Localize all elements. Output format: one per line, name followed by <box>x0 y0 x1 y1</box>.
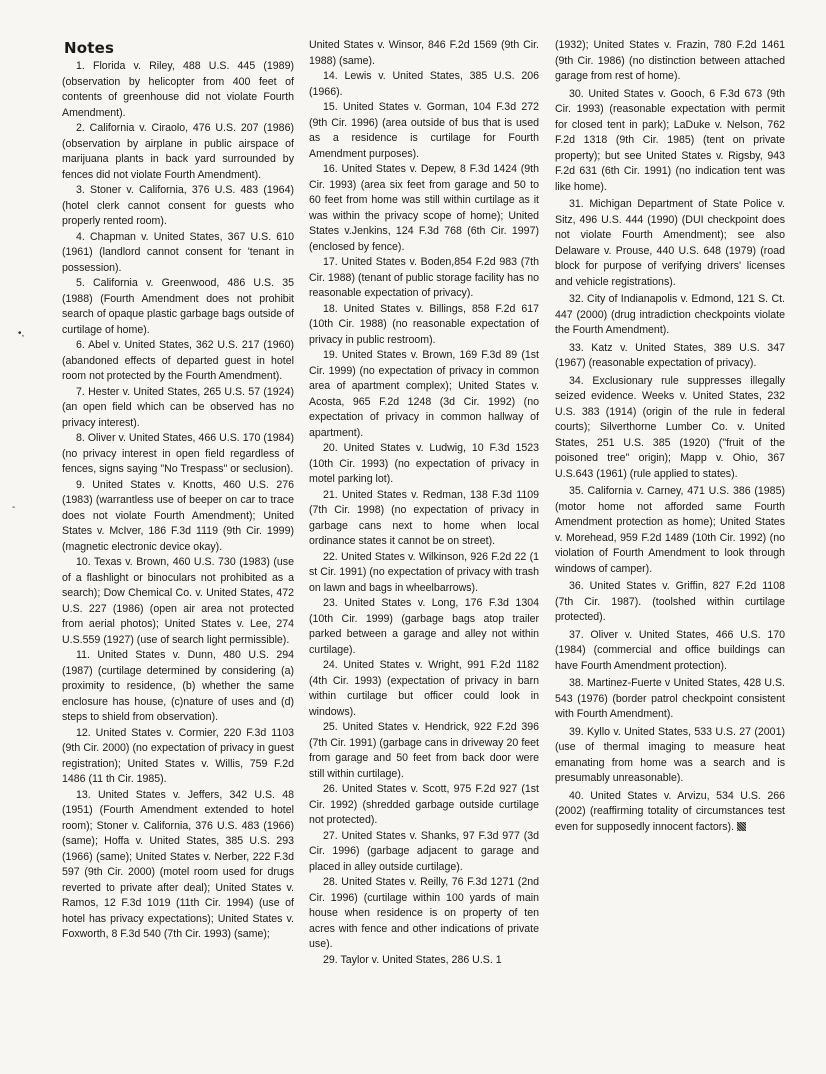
footnote-text: United States v. Winsor, 846 F.2d 1569 (9th Cir. 1988) (same). <box>309 39 539 67</box>
notes-column-2 <box>309 38 539 968</box>
footnote-item <box>309 255 539 302</box>
footnote-text: 7. Hester v. United States, 265 U.S. 57 (1924) (an open field which can be observed has no privacy interest). <box>62 385 294 429</box>
footnote-item <box>309 162 539 255</box>
footnote-text: 24. United States v. Wright, 991 F.2d 1182 (4th Cir. 1993) (expectation of privacy in barn within curtilage but officer could look in windows). <box>309 659 539 718</box>
footnote-item <box>309 38 539 69</box>
footnote-text: 22. United States v. Wilkinson, 926 F.2d 22 (1 st Cir. 1991) (no expectation of privacy with trash on lawn and bags in wheelbarrows). <box>309 550 539 594</box>
footnote-item <box>309 596 539 658</box>
footnote-text: 3. Stoner v. California, 376 U.S. 483 (1964) (hotel clerk cannot consent for guests who properly rented room). <box>62 184 294 227</box>
footnote-text: 18. United States v. Billings, 858 F.2d 617 (10th Cir. 1988) (no reasonable expectation of privacy in public restroom). <box>309 302 539 346</box>
notes-column-1 <box>62 38 294 943</box>
footnote-item <box>309 875 539 953</box>
footnote-item <box>309 782 539 829</box>
footnote-item <box>309 550 539 597</box>
footnote-item <box>62 121 294 183</box>
footnote-text: 34. Exclusionary rule suppresses illegally seized evidence. Weeks v. United States, 232 U.S. 383 (1914) (origin of the rule in federal courts); Silverthorne Lumber Co. v. United States, 251 U.S. 385 (1920) ("fruit of the poisoned tree" origin); Mapp v. Ohio, 367 U.S.643 (1961) (rule applied to states). <box>555 374 785 480</box>
footnote-item <box>555 341 785 372</box>
footnote-item <box>555 292 785 339</box>
margin-dash: - <box>12 502 16 513</box>
footnote-item <box>62 648 294 726</box>
footnote-text: 6. Abel v. United States, 362 U.S. 217 (1960) (abandoned effects of departed guest in hotel room not protected by the Fourth Amendment). <box>62 339 294 382</box>
footnote-item <box>309 488 539 550</box>
footnote-item <box>555 579 785 626</box>
footnote-text: 39. Kyllo v. United States, 533 U.S. 27 (2001) (use of thermal imaging to measure heat emanating from home was a search and is presumably unreasonable). <box>555 725 785 784</box>
footnote-text: 31. Michigan Department of State Police v. Sitz, 496 U.S. 444 (1990) (DUI checkpoint does not violate Fourth Amendment); see also Delaware v. Prouse, 440 U.S. 648 (1979) (road block for purpose of verifying drivers' licenses and vehicle registrations). <box>555 198 785 288</box>
footnote-text: 28. United States v. Reilly, 76 F.3d 1271 (2nd Cir. 1996) (curtilage within 100 yards of main house when residence is on property of ten acres with fence and other indications of private use). <box>309 876 539 950</box>
footnote-item <box>62 276 294 338</box>
footnote-text: 10. Texas v. Brown, 460 U.S. 730 (1983) (use of a flashlight or binoculars not prohibited as a search); Dow Chemical Co. v. United States, 472 U.S. 227 (1986) (open air area not protected from aerial photos); United States v. Lee, 274 U.S.559 (1927) (use of search light permissible). <box>62 556 294 646</box>
footnote-text: 14. Lewis v. United States, 385 U.S. 206 (1966). <box>309 70 539 98</box>
footnote-item <box>62 183 294 230</box>
footnote-item <box>309 348 539 441</box>
footnote-text: 8. Oliver v. United States, 466 U.S. 170 (1984) (no privacy interest in open field regardless of fences, signs saying "No Trespass" or seclusion). <box>62 432 294 475</box>
end-mark-icon <box>737 822 746 831</box>
footnote-text: 37. Oliver v. United States, 466 U.S. 170 (1984) (commercial and office buildings can have Fourth Amendment protection). <box>555 628 785 672</box>
footnote-item <box>309 100 539 162</box>
footnote-item <box>309 953 539 969</box>
footnote-text: 30. United States v. Gooch, 6 F.3d 673 (9th Cir. 1993) (reasonable expectation with permit for closed tent in park); LaDuke v. Nelson, 762 F.2d 1318 (9th Cir. 1985) (tent on private property); but see United States v. Rigsby, 943 F.2d 631 (6th Cir. 1991) (no indication tent was like home). <box>555 87 785 193</box>
footnote-text: 1. Florida v. Riley, 488 U.S. 445 (1989) (observation by helicopter from 400 feet of contents of greenhouse did not violate Fourth Amendment). <box>62 60 294 119</box>
footnote-item <box>555 38 785 85</box>
footnote-text: 29. Taylor v. United States, 286 U.S. 1 <box>323 953 502 966</box>
footnote-item <box>62 230 294 277</box>
footnote-text: 19. United States v. Brown, 169 F.3d 89 (1st Cir. 1999) (no expectation of privacy in common area of apartment complex); United States v. Acosta, 965 F.2d 1248 (3d Cir. 1992) (no expectation of privacy in common hallway of apartment). <box>309 349 539 439</box>
footnote-item <box>555 484 785 577</box>
footnote-text: 12. United States v. Cormier, 220 F.3d 1103 (9th Cir. 2000) (no expectation of privacy in guest registration); United States v. Willis, 759 F.2d 1486 (11 th Cir. 1985). <box>62 726 294 785</box>
footnote-item <box>62 385 294 432</box>
footnote-item <box>309 441 539 488</box>
footnote-text: 21. United States v. Redman, 138 F.3d 1109 (7th Cir. 1998) (no expectation of privacy in garbage cans next to home when local ordinance states it cannot be on street). <box>309 488 539 547</box>
notes-column-3 <box>555 38 785 837</box>
footnote-text: 36. United States v. Griffin, 827 F.2d 1108 (7th Cir. 1987). (toolshed within curtilage protected). <box>555 580 785 623</box>
footnote-item <box>62 788 294 943</box>
footnote-text: 5. California v. Greenwood, 486 U.S. 35 (1988) (Fourth Amendment does not prohibit search of opaque plastic garbage bags outside of curtilage of home). <box>62 277 294 336</box>
footnote-text: 11. United States v. Dunn, 480 U.S. 294 (1987) (curtilage determined by considering (a) proximity to residence, (b) whether the same enclosure has house, (c)nature of uses and (d) steps to shield from observation). <box>62 649 294 723</box>
footnote-text: 35. California v. Carney, 471 U.S. 386 (1985) (motor home not afforded same Fourth Amendment protection as home); United States v. Morehead, 959 F.2d 1489 (10th Cir. 1992) (no violation of Fourth Amendment to look through windows of camper). <box>555 485 785 575</box>
footnote-item <box>62 726 294 788</box>
footnote-item <box>555 197 785 290</box>
footnote-item <box>309 302 539 349</box>
footnote-text: 40. United States v. Arvizu, 534 U.S. 266 (2002) (reaffirming totality of circumstances test even for supposedly innocent factors). <box>555 789 785 833</box>
footnote-text: 25. United States v. Hendrick, 922 F.2d 396 (7th Cir. 1991) (garbage cans in driveway 20 feet from garage and 50 feet from back door were still within curtilage). <box>309 721 539 780</box>
footnote-text: 27. United States v. Shanks, 97 F.3d 977 (3d Cir. 1996) (garbage adjacent to garage and placed in alley outside curtilage). <box>309 829 539 873</box>
footnote-text: 23. United States v. Long, 176 F.3d 1304 (10th Cir. 1999) (garbage bags atop trailer parked between a garage and alley not within curtilage). <box>309 597 539 656</box>
footnote-text: 17. United States v. Boden,854 F.2d 983 (7th Cir. 1988) (tenant of public storage facility has no reasonable expectation of privacy). <box>309 256 539 299</box>
footnote-item <box>62 338 294 385</box>
footnote-item <box>309 829 539 876</box>
footnote-text: 38. Martinez-Fuerte v United States, 428 U.S. 543 (1976) (border patrol checkpoint consistent with Fourth Amendment). <box>555 677 785 720</box>
notes-heading: Notes <box>64 39 115 57</box>
footnote-text: 20. United States v. Ludwig, 10 F.3d 1523 (10th Cir. 1993) (no expectation of privacy in motel parking lot). <box>309 442 539 485</box>
footnote-item <box>555 87 785 196</box>
footnote-text: 2. California v. Ciraolo, 476 U.S. 207 (1986) (observation by airplane in public airspace of marijuana plants in back yard surrounded by fences did not violate Fourth Amendment). <box>62 122 294 181</box>
footnote-item <box>309 720 539 782</box>
footnote-text: 32. City of Indianapolis v. Edmond, 121 S. Ct. 447 (2000) (drug intradiction checkpoints violate the Fourth Amendment). <box>555 293 785 336</box>
margin-dots: •, <box>18 328 25 339</box>
footnote-text: 15. United States v. Gorman, 104 F.3d 272 (9th Cir. 1996) (area outside of bus that is used as a residence is curtilage for Fourth Amendment purposes). <box>309 101 539 160</box>
footnote-text: (1932); United States v. Frazin, 780 F.2d 1461 (9th Cir. 1986) (no distinction between attached garage from rest of home). <box>555 39 785 82</box>
footnote-text: 13. United States v. Jeffers, 342 U.S. 48 (1951) (Fourth Amendment extended to hotel room); Stoner v. California, 376 U.S. 483 (1966) (same); Hoffa v. United States, 385 U.S. 293 (1966) (same); United States v. Nerber, 222 F.3d 597 (9th Cir. 2000) (motel room used for drugs reverted to private after deal); United States v. Ramos, 12 F.3d 1019 (11th Cir. 1994) (use of hotel has privacy expectations); United States v. Foxworth, 8 F.3d 540 (7th Cir. 1993) (same); <box>62 788 294 940</box>
footnote-item <box>555 374 785 483</box>
footnote-item <box>309 69 539 100</box>
footnote-item <box>555 789 785 836</box>
footnote-text: 33. Katz v. United States, 389 U.S. 347 (1967) (reasonable expectation of privacy). <box>555 341 785 369</box>
footnote-item <box>555 628 785 675</box>
footnote-text: 26. United States v. Scott, 975 F.2d 927 (1st Cir. 1992) (shredded garbage outside curtilage not protected). <box>309 783 539 826</box>
footnote-item <box>555 676 785 723</box>
footnote-item <box>555 725 785 787</box>
footnote-text: 16. United States v. Depew, 8 F.3d 1424 (9th Cir. 1993) (area six feet from garage and 50 to 60 feet from home was still within curtilage as it was within the privacy scope of home); United States v.Jenkins, 124 F.3d 768 (6th Cir. 1997) (enclosed by fence). <box>309 163 539 253</box>
footnote-item <box>309 658 539 720</box>
footnote-text: 4. Chapman v. United States, 367 U.S. 610 (1961) (landlord cannot consent for 'tenant in possession). <box>62 230 294 274</box>
footnote-item <box>62 59 294 121</box>
footnote-text: 9. United States v. Knotts, 460 U.S. 276 (1983) (warrantless use of beeper on car to trace does not violate Fourth Amendment); United States v. McIver, 186 F.3d 1119 (9th Cir. 1999) (magnetic electronic device okay). <box>62 478 294 553</box>
footnote-item <box>62 478 294 556</box>
footnote-item <box>62 555 294 648</box>
footnote-item <box>62 431 294 478</box>
